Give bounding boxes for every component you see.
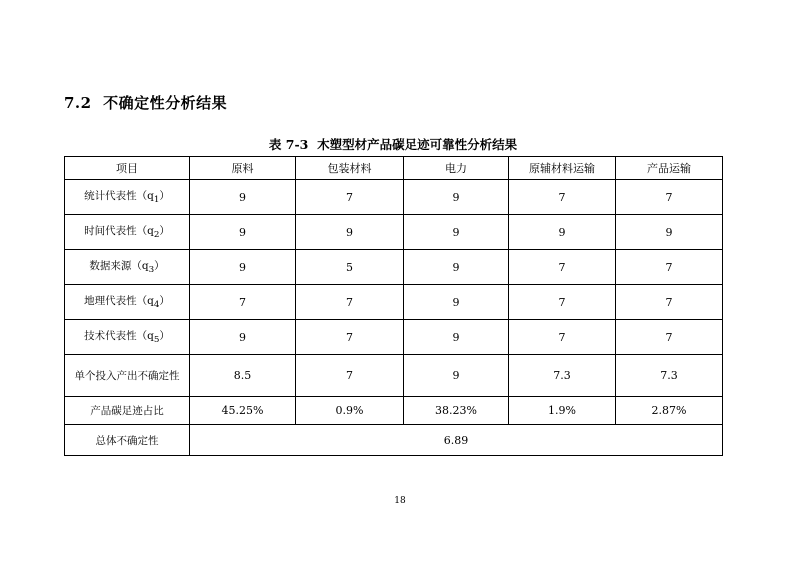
- page-number: 18: [394, 496, 406, 506]
- row-label: 产品碳足迹占比: [65, 397, 190, 425]
- table-cell: 9: [190, 250, 296, 285]
- table-row: [65, 397, 723, 425]
- header-cell: 电力: [404, 157, 509, 180]
- table-cell: 7: [296, 320, 404, 355]
- table-cell: 7: [509, 250, 616, 285]
- row-label: 时间代表性$(q_2)$: [65, 215, 190, 250]
- table-cell: 7: [190, 285, 296, 320]
- row-label: 地理代表性$(q_4)$: [65, 285, 190, 320]
- row-label: 技术代表性$(q_5)$: [65, 320, 190, 355]
- table-row: [65, 285, 723, 320]
- header-cell: 原料: [190, 157, 296, 180]
- table-cell: 9: [404, 215, 509, 250]
- total-value: 6.89: [190, 425, 723, 456]
- table-cell: 7: [296, 355, 404, 397]
- table-cell: 1.9%: [509, 397, 616, 425]
- total-row: [65, 425, 723, 456]
- table-cell: 9: [190, 320, 296, 355]
- table-cell: 5: [296, 250, 404, 285]
- section-number: 7.2: [64, 94, 92, 112]
- reliability-table: [64, 156, 723, 456]
- table-row: [65, 215, 723, 250]
- table-row: [65, 320, 723, 355]
- table-cell: 7: [616, 285, 723, 320]
- table-cell: 2.87%: [616, 397, 723, 425]
- table-caption: [64, 135, 722, 153]
- table-cell: 9: [404, 180, 509, 215]
- table-row: [65, 180, 723, 215]
- table-cell: 38.23%: [404, 397, 509, 425]
- table-cell: 9: [190, 215, 296, 250]
- table-cell: 7: [296, 180, 404, 215]
- row-label: 数据来源$(q_3)$: [65, 250, 190, 285]
- header-cell: 包装材料: [296, 157, 404, 180]
- table-cell: 7: [296, 285, 404, 320]
- table-cell: 9: [404, 285, 509, 320]
- table-cell: 7: [509, 320, 616, 355]
- table-cell: 9: [190, 180, 296, 215]
- row-label: 单个投入产出不确定性: [65, 355, 190, 397]
- header-cell: 原辅材料运输: [509, 157, 616, 180]
- table-cell: 7: [616, 320, 723, 355]
- header-row: [65, 157, 723, 180]
- table-cell: 8.5: [190, 355, 296, 397]
- table-row: [65, 355, 723, 397]
- table-cell: 9: [616, 215, 723, 250]
- table-row: [65, 250, 723, 285]
- table-cell: 7: [616, 250, 723, 285]
- table-cell: 0.9%: [296, 397, 404, 425]
- table-cell: 9: [509, 215, 616, 250]
- section-heading: [64, 92, 227, 113]
- table-cell: 45.25%: [190, 397, 296, 425]
- header-cell: 产品运输: [616, 157, 723, 180]
- total-label: 总体不确定性: [65, 425, 190, 456]
- table-cell: 7: [509, 285, 616, 320]
- table-caption-text: 木塑型材产品碳足迹可靠性分析结果: [317, 137, 518, 152]
- table-cell: 7: [616, 180, 723, 215]
- table-caption-number: 表 7-3: [268, 137, 309, 152]
- table-cell: 9: [296, 215, 404, 250]
- table-cell: 7: [509, 180, 616, 215]
- table-cell: 9: [404, 250, 509, 285]
- table-cell: 7.3: [616, 355, 723, 397]
- row-label: 统计代表性$(q_1)$: [65, 180, 190, 215]
- header-cell: 项目: [65, 157, 190, 180]
- table-cell: 9: [404, 320, 509, 355]
- table-cell: 7.3: [509, 355, 616, 397]
- section-title: 不确定性分析结果: [103, 94, 228, 112]
- table-cell: 9: [404, 355, 509, 397]
